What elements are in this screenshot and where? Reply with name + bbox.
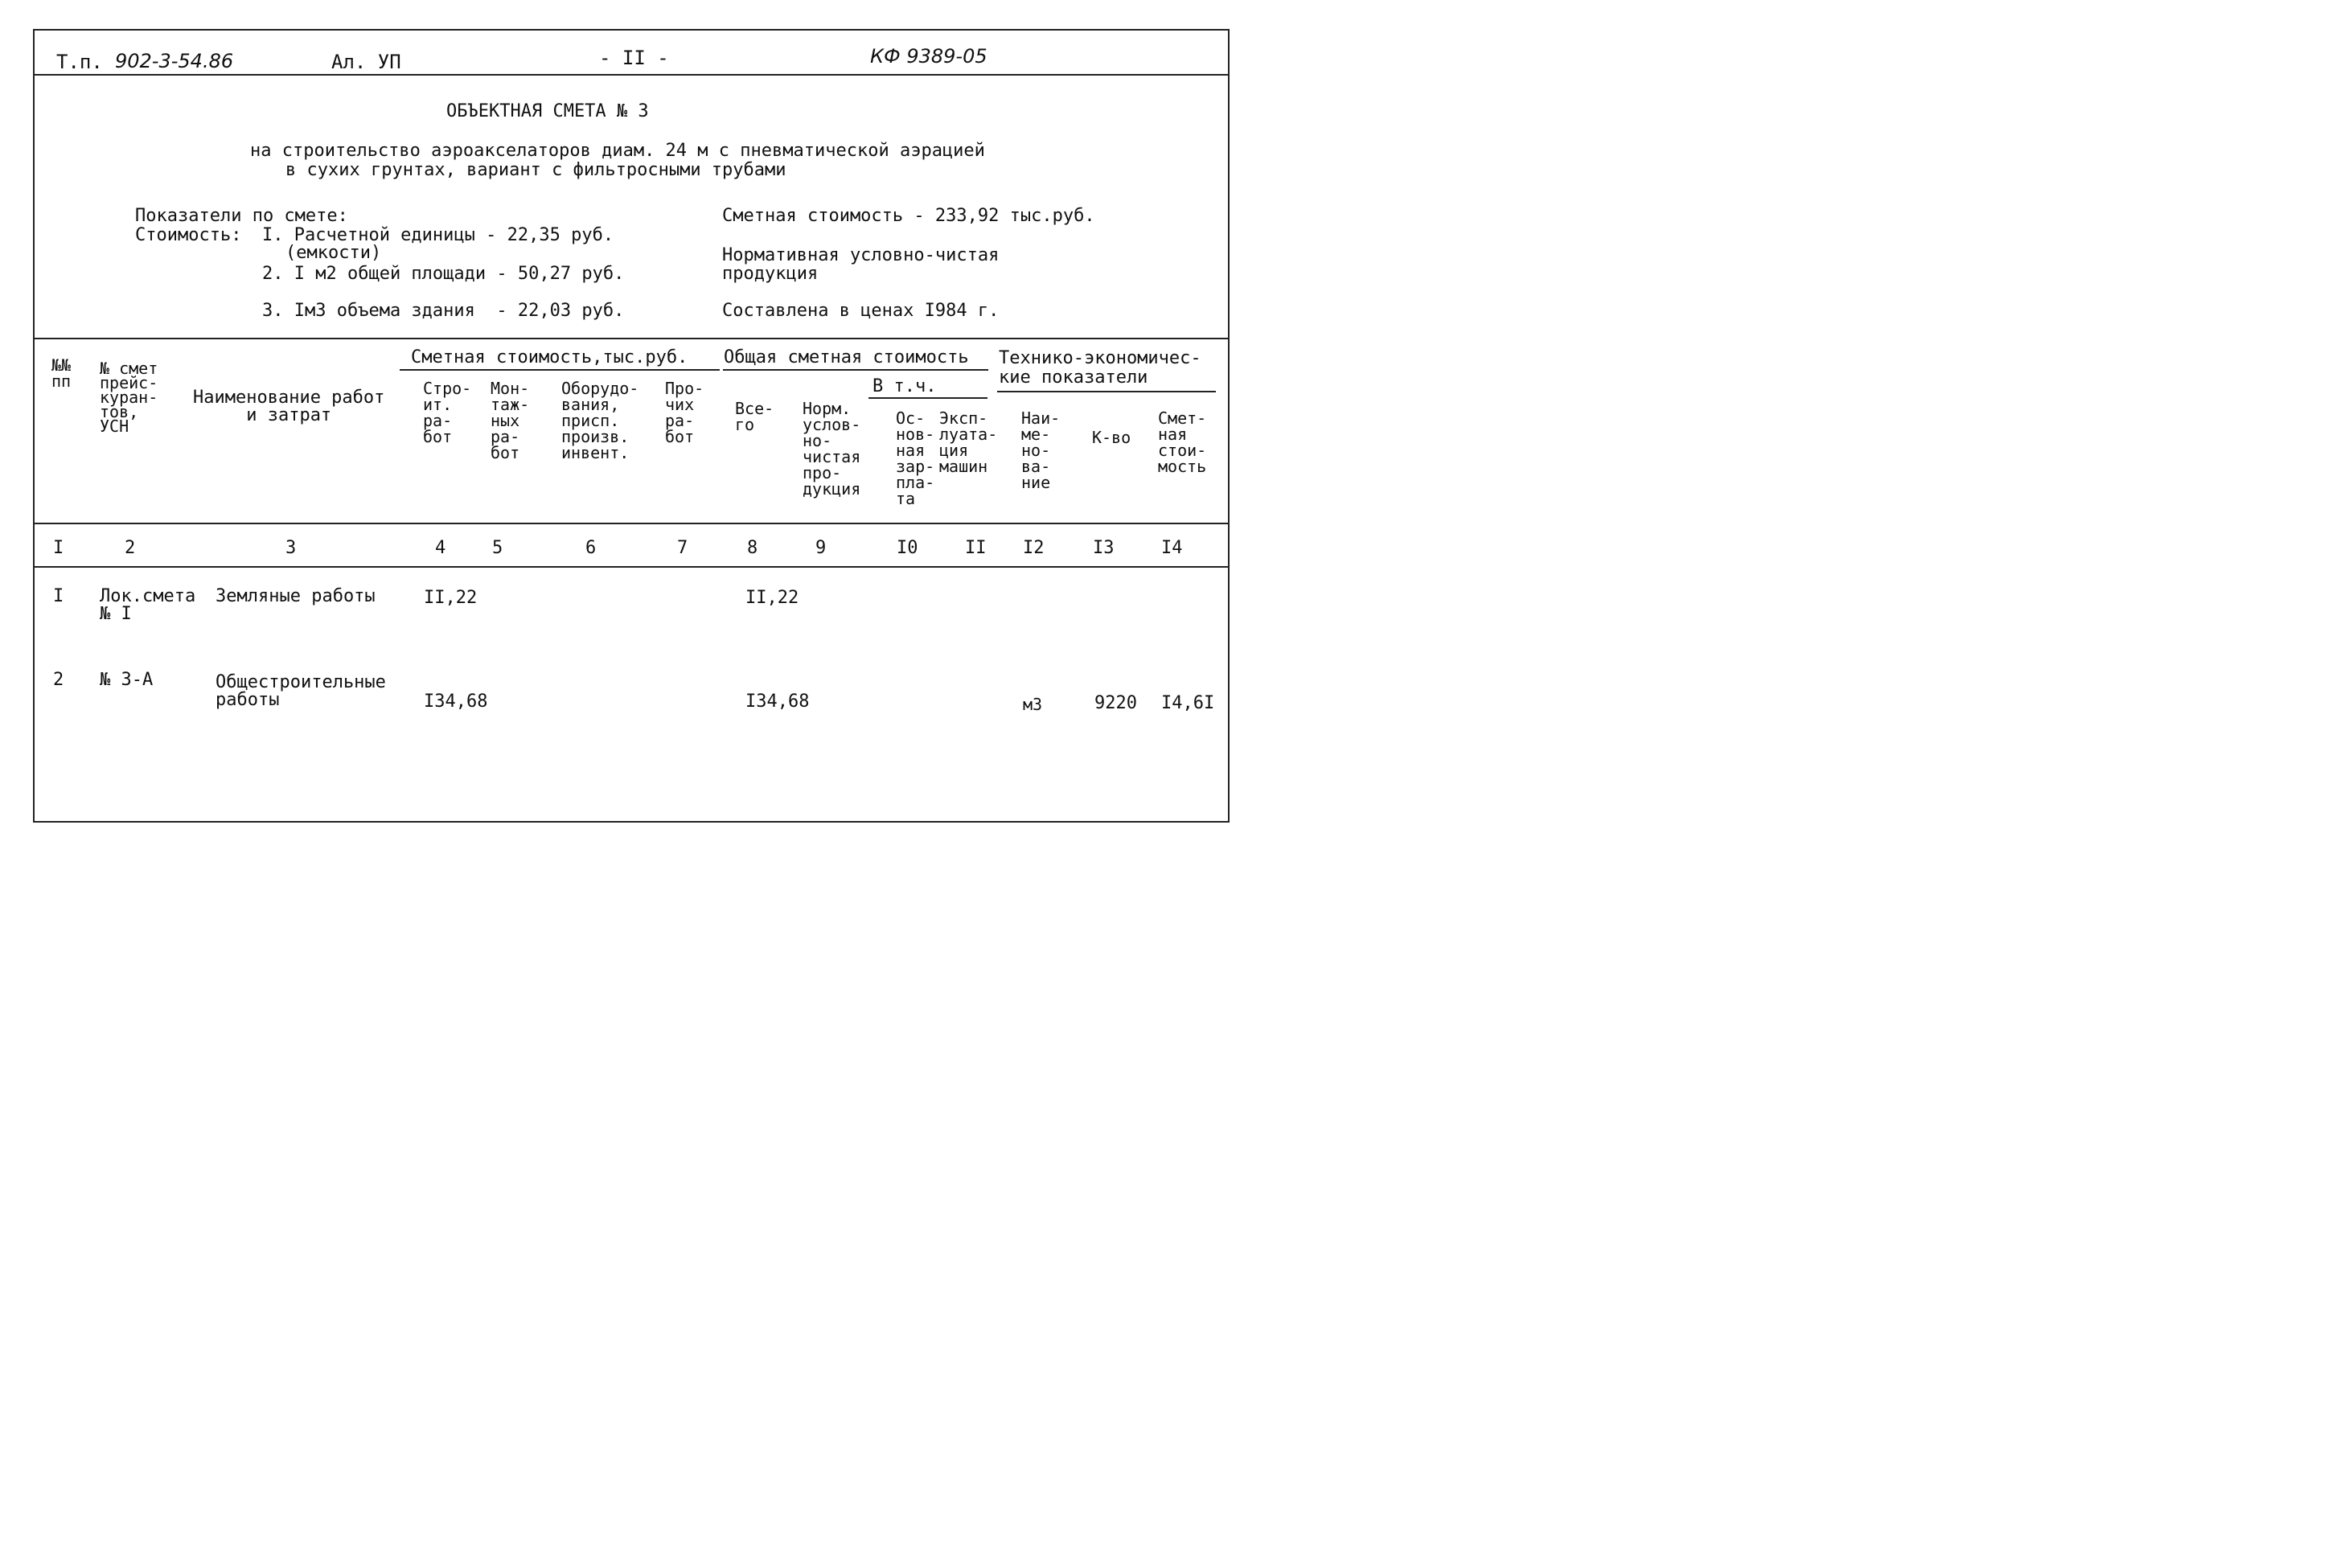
header-mounting: Мон- таж- ных ра- бот — [491, 379, 530, 462]
frame-left — [33, 29, 35, 822]
tp-label: Т.п. — [56, 51, 103, 73]
header-in-that: В т.ч. — [872, 376, 937, 396]
row-total: II,22 — [745, 588, 799, 608]
header-salary: Ос- нов- ная зар- пла- та — [896, 408, 935, 508]
row-name: Земляные работы — [216, 586, 376, 606]
frame-bottom — [33, 821, 1230, 823]
header-construction: Стро- ит. ра- бот — [423, 379, 472, 446]
header-group-tech: Технико-экономичес- кие показатели — [999, 348, 1201, 388]
subtitle-line-1: на строительство аэроакселаторов диам. 24 м с пневматической аэрацией — [250, 141, 985, 161]
prices-year: Составлена в ценах I984 г. — [722, 301, 1000, 321]
row-num: I — [53, 586, 64, 606]
header-group-tech-underline — [997, 391, 1216, 392]
header-num: №№ пп — [51, 355, 72, 391]
indicators-heading: Показатели по смете: — [135, 206, 348, 226]
col-number-9: 9 — [815, 538, 827, 558]
col-number-3: 3 — [285, 538, 297, 558]
col-numbers-divider — [33, 566, 1230, 568]
header-divider — [33, 74, 1230, 76]
header-machines: Эксп- луата- ция машин — [939, 408, 998, 476]
col-number-1: I — [53, 538, 64, 558]
normative-product-line-1: Нормативная условно-чистая — [722, 245, 1000, 265]
col-number-11: II — [965, 538, 987, 558]
col-number-7: 7 — [677, 538, 688, 558]
row-name: Общестроительные работы — [216, 672, 386, 710]
col-number-14: I4 — [1161, 538, 1183, 558]
header-in-that-underline — [868, 397, 987, 399]
indicator-item-1: I. Расчетной единицы - 22,35 руб. — [262, 225, 614, 245]
header-bottom-divider — [33, 523, 1230, 524]
col-number-2: 2 — [125, 538, 136, 558]
header-name: Наименование работ и затрат — [193, 388, 385, 425]
header-unit-cost: Смет- ная стои- мость — [1158, 408, 1207, 476]
header-group-cost-underline — [400, 369, 720, 371]
col-number-8: 8 — [747, 538, 758, 558]
tp-number: 902-3-54.86 — [115, 50, 234, 72]
header-group-cost: Сметная стоимость,тыс.руб. — [411, 347, 688, 367]
col-number-6: 6 — [585, 538, 597, 558]
row-num: 2 — [53, 670, 64, 690]
row-smet: Лок.смета № I — [100, 586, 196, 624]
estimated-cost: Сметная стоимость - 233,92 тыс.руб. — [722, 206, 1095, 226]
header-tech-name: Наи- ме- но- ва- ние — [1021, 408, 1061, 492]
indicator-item-2: 2. I м2 общей площади - 50,27 руб. — [262, 264, 625, 284]
col-number-4: 4 — [435, 538, 446, 558]
frame-top — [33, 29, 1230, 31]
row-smet: № 3-А — [100, 670, 154, 690]
header-smet: № смет прейс- куран- тов, УСН — [100, 359, 158, 436]
document-code: КФ 9389-05 — [870, 45, 987, 68]
col-number-10: I0 — [897, 538, 918, 558]
row-unit-cost: I4,6I — [1161, 693, 1215, 713]
header-group-total: Общая сметная стоимость — [724, 347, 969, 367]
page-number: - II - — [599, 47, 669, 69]
header-equipment: Оборудо- вания, присп. произв. инвент. — [561, 379, 639, 462]
col-number-12: I2 — [1023, 538, 1045, 558]
col-number-5: 5 — [492, 538, 503, 558]
row-construction: I34,68 — [424, 692, 488, 712]
indicator-item-1-note: (емкости) — [285, 243, 382, 263]
row-total: I34,68 — [745, 692, 810, 712]
row-tech-name: м3 — [1023, 695, 1043, 714]
header-normative: Норм. услов- но- чистая про- дукция — [803, 399, 861, 499]
frame-right — [1228, 29, 1230, 822]
header-group-total-underline — [723, 369, 988, 371]
album-label: Ал. УП — [331, 51, 401, 73]
col-number-13: I3 — [1093, 538, 1115, 558]
header-quantity: К-во — [1092, 428, 1131, 447]
row-construction: II,22 — [424, 588, 478, 608]
table-top-divider — [33, 338, 1230, 339]
header-other: Про- чих ра- бот — [665, 379, 704, 446]
indicator-item-3: 3. IмЗ объема здания - 22,03 руб. — [262, 301, 625, 321]
row-quantity: 9220 — [1094, 693, 1137, 713]
page-title: ОБЪЕКТНАЯ СМЕТА № 3 — [446, 101, 649, 121]
cost-label: Стоимость: — [135, 225, 242, 245]
normative-product-line-2: продукция — [722, 264, 819, 284]
subtitle-line-2: в сухих грунтах, вариант с фильтросными трубами — [285, 160, 786, 180]
header-total: Все- го — [735, 399, 774, 434]
